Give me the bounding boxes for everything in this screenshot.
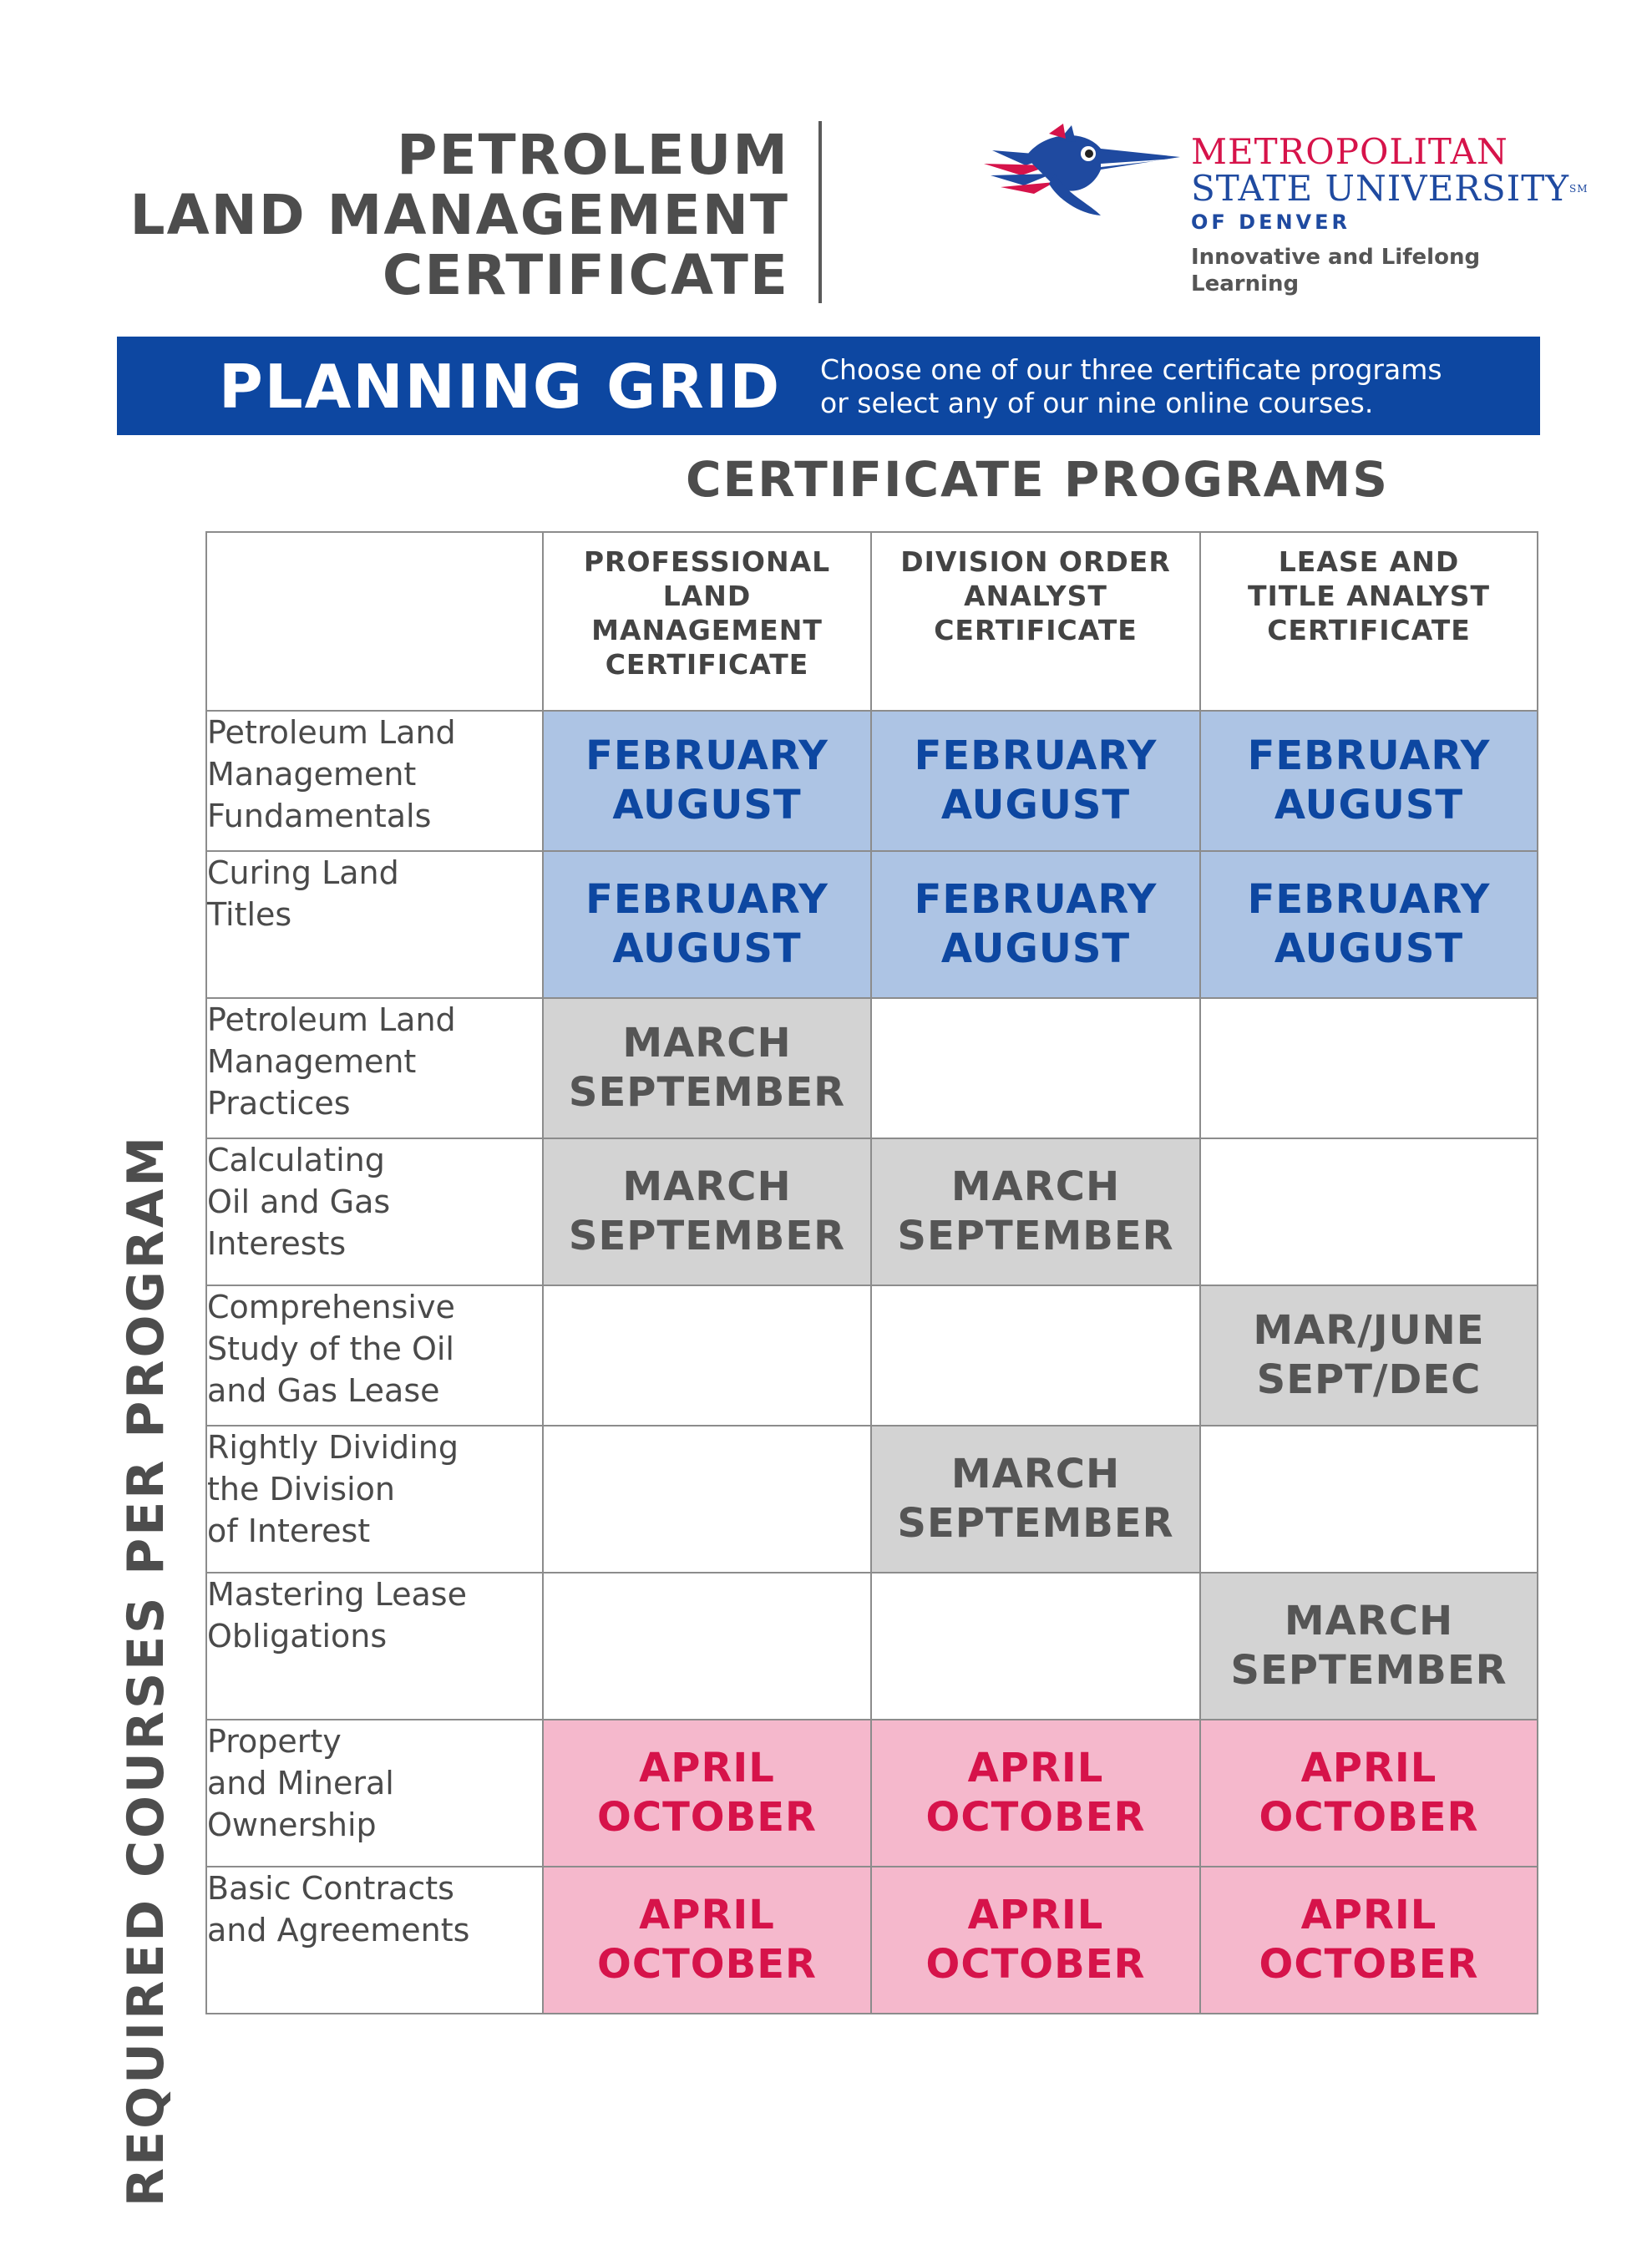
empty-cell xyxy=(543,1573,871,1720)
empty-cell xyxy=(543,1426,871,1573)
column-header-line: PROFESSIONAL xyxy=(583,545,831,578)
schedule-cell xyxy=(1200,1720,1538,1867)
schedule-month: OCTOBER xyxy=(597,1941,817,1988)
logo-line-3: OF DENVER xyxy=(1191,210,1351,234)
course-name-line: Petroleum Land xyxy=(207,1001,456,1038)
schedule-month: SEPT/DEC xyxy=(1256,1356,1482,1403)
schedule-month: SEPTEMBER xyxy=(568,1213,846,1259)
course-name-line: Basic Contracts xyxy=(207,1870,454,1907)
course-name-line: Oil and Gas xyxy=(207,1183,391,1220)
logo-line-1: METROPOLITAN xyxy=(1191,131,1508,172)
schedule-month: OCTOBER xyxy=(597,1794,817,1841)
schedule-cell xyxy=(543,711,871,851)
schedule-month: MAR/JUNE xyxy=(1253,1307,1485,1354)
schedule-cell xyxy=(1200,711,1538,851)
course-name-cell xyxy=(206,851,543,998)
schedule-cell xyxy=(871,1720,1200,1867)
schedule-month: AUGUST xyxy=(1274,782,1464,829)
column-header-3 xyxy=(1200,532,1538,711)
banner-title: PLANNING GRID xyxy=(219,352,782,422)
schedule-month: MARCH xyxy=(950,1163,1121,1210)
schedule-month: OCTOBER xyxy=(925,1794,1146,1841)
column-header-line: DIVISION ORDER xyxy=(900,545,1171,578)
banner-desc-line-2: or select any of our nine online courses. xyxy=(820,387,1374,419)
table-row xyxy=(206,1285,1538,1426)
title-divider xyxy=(818,121,822,303)
roadrunner-icon xyxy=(975,124,1184,224)
empty-cell xyxy=(1200,998,1538,1138)
trademark-mark: SM xyxy=(1569,183,1589,195)
table-row xyxy=(206,998,1538,1138)
course-name-line: Petroleum Land xyxy=(207,714,456,751)
course-name-line: Titles xyxy=(207,896,292,933)
university-logo xyxy=(975,124,1589,299)
table-row xyxy=(206,711,1538,851)
table-row xyxy=(206,1426,1538,1573)
course-name-line: Rightly Dividing xyxy=(207,1429,459,1466)
schedule-cell xyxy=(543,1720,871,1867)
course-name-cell xyxy=(206,711,543,851)
course-name-cell xyxy=(206,1426,543,1573)
empty-cell xyxy=(871,1285,1200,1426)
title-line-3: CERTIFICATE xyxy=(382,243,789,307)
title-line-2: LAND MANAGEMENT xyxy=(129,183,789,247)
table-row xyxy=(206,1573,1538,1720)
schedule-month: AUGUST xyxy=(612,782,802,829)
schedule-cell xyxy=(871,711,1200,851)
table-row xyxy=(206,851,1538,998)
schedule-cell xyxy=(543,998,871,1138)
column-header-line: LEASE AND xyxy=(1278,545,1460,578)
column-header-line: ANALYST xyxy=(964,580,1107,612)
logo-tagline-2: Learning xyxy=(1191,271,1300,296)
empty-cell xyxy=(543,1285,871,1426)
logo-wordmark xyxy=(1191,131,1589,234)
schedule-month: FEBRUARY xyxy=(914,732,1158,779)
schedule-cell xyxy=(543,851,871,998)
schedule-month: AUGUST xyxy=(612,925,802,972)
empty-cell xyxy=(1200,1426,1538,1573)
schedule-month: MARCH xyxy=(1284,1598,1454,1644)
schedule-month: AUGUST xyxy=(940,782,1131,829)
course-name-line: of Interest xyxy=(207,1513,371,1549)
schedule-month: SEPTEMBER xyxy=(897,1213,1174,1259)
schedule-cell xyxy=(543,1138,871,1285)
schedule-month: FEBRUARY xyxy=(585,876,829,923)
logo-tagline xyxy=(1191,244,1525,297)
column-header-line: TITLE ANALYST xyxy=(1247,580,1491,612)
schedule-cell xyxy=(1200,1867,1538,2014)
column-header-line: CERTIFICATE xyxy=(605,648,809,681)
course-name-cell xyxy=(206,1573,543,1720)
schedule-month: SEPTEMBER xyxy=(1230,1647,1508,1694)
course-name-line: Ownership xyxy=(207,1807,377,1843)
schedule-month: FEBRUARY xyxy=(914,876,1158,923)
course-name-cell xyxy=(206,1138,543,1285)
course-name-cell xyxy=(206,1720,543,1867)
page-title xyxy=(84,125,789,306)
schedule-month: OCTOBER xyxy=(925,1941,1146,1988)
column-header-line: CERTIFICATE xyxy=(934,614,1138,646)
schedule-month: MARCH xyxy=(950,1451,1121,1497)
schedule-cell xyxy=(543,1867,871,2014)
schedule-cell xyxy=(1200,1285,1538,1426)
course-name-line: Interests xyxy=(207,1225,347,1262)
title-line-1: PETROLEUM xyxy=(397,123,789,187)
column-header-line: MANAGEMENT xyxy=(591,614,823,646)
course-name-line: and Agreements xyxy=(207,1912,470,1948)
column-header-2 xyxy=(871,532,1200,711)
schedule-month: MARCH xyxy=(622,1020,792,1067)
schedule-month: SEPTEMBER xyxy=(897,1500,1174,1547)
course-name-line: Study of the Oil xyxy=(207,1330,454,1367)
course-name-line: and Gas Lease xyxy=(207,1372,440,1409)
schedule-cell xyxy=(871,851,1200,998)
schedule-cell xyxy=(871,1426,1200,1573)
table-row xyxy=(206,1720,1538,1867)
schedule-cell xyxy=(871,1138,1200,1285)
schedule-month: APRIL xyxy=(639,1892,775,1938)
course-name-cell xyxy=(206,998,543,1138)
logo-tagline-1: Innovative and Lifelong xyxy=(1191,245,1481,270)
course-name-line: Obligations xyxy=(207,1618,388,1655)
schedule-month: APRIL xyxy=(967,1745,1104,1791)
table-row xyxy=(206,1867,1538,2014)
planning-grid-banner xyxy=(117,337,1540,435)
course-name-line: the Division xyxy=(207,1471,395,1508)
planning-grid-table xyxy=(205,531,1538,2014)
side-label: REQUIRED COURSES PER PROGRAM xyxy=(117,1133,175,2207)
course-name-line: Property xyxy=(207,1723,342,1760)
schedule-month: APRIL xyxy=(639,1745,775,1791)
course-name-cell xyxy=(206,1867,543,2014)
schedule-month: SEPTEMBER xyxy=(568,1069,846,1116)
course-name-line: Calculating xyxy=(207,1142,385,1178)
schedule-month: MARCH xyxy=(622,1163,792,1210)
schedule-month: AUGUST xyxy=(940,925,1131,972)
course-name-line: Comprehensive xyxy=(207,1289,455,1325)
programs-heading: CERTIFICATE PROGRAMS xyxy=(685,451,1390,508)
schedule-month: FEBRUARY xyxy=(1247,876,1491,923)
schedule-month: AUGUST xyxy=(1274,925,1464,972)
banner-desc-line-1: Choose one of our three certificate programs xyxy=(820,353,1442,386)
schedule-month: OCTOBER xyxy=(1259,1794,1479,1841)
schedule-month: APRIL xyxy=(1300,1892,1437,1938)
empty-cell xyxy=(871,998,1200,1138)
schedule-month: APRIL xyxy=(1300,1745,1437,1791)
course-name-line: Mastering Lease xyxy=(207,1576,467,1613)
empty-cell xyxy=(871,1573,1200,1720)
table-header-row xyxy=(206,532,1538,711)
column-header-1 xyxy=(543,532,871,711)
schedule-month: OCTOBER xyxy=(1259,1941,1479,1988)
table-row xyxy=(206,1138,1538,1285)
column-header-line: LAND xyxy=(662,580,752,612)
empty-cell xyxy=(1200,1138,1538,1285)
course-name-line: Curing Land xyxy=(207,854,399,891)
logo-line-2-text: STATE UNIVERSITY xyxy=(1191,168,1570,209)
schedule-month: FEBRUARY xyxy=(1247,732,1491,779)
logo-line-2 xyxy=(1191,170,1589,207)
schedule-cell xyxy=(1200,851,1538,998)
table-body xyxy=(206,711,1538,2014)
course-name-line: Practices xyxy=(207,1085,351,1122)
schedule-cell xyxy=(1200,1573,1538,1720)
column-header-line: CERTIFICATE xyxy=(1267,614,1471,646)
corner-cell xyxy=(206,532,543,711)
banner-description xyxy=(820,353,1442,420)
course-name-line: and Mineral xyxy=(207,1765,394,1801)
schedule-month: APRIL xyxy=(967,1892,1104,1938)
course-name-line: Management xyxy=(207,1043,417,1080)
course-name-line: Fundamentals xyxy=(207,798,432,834)
course-name-line: Management xyxy=(207,756,417,793)
course-name-cell xyxy=(206,1285,543,1426)
schedule-cell xyxy=(871,1867,1200,2014)
schedule-month: FEBRUARY xyxy=(585,732,829,779)
